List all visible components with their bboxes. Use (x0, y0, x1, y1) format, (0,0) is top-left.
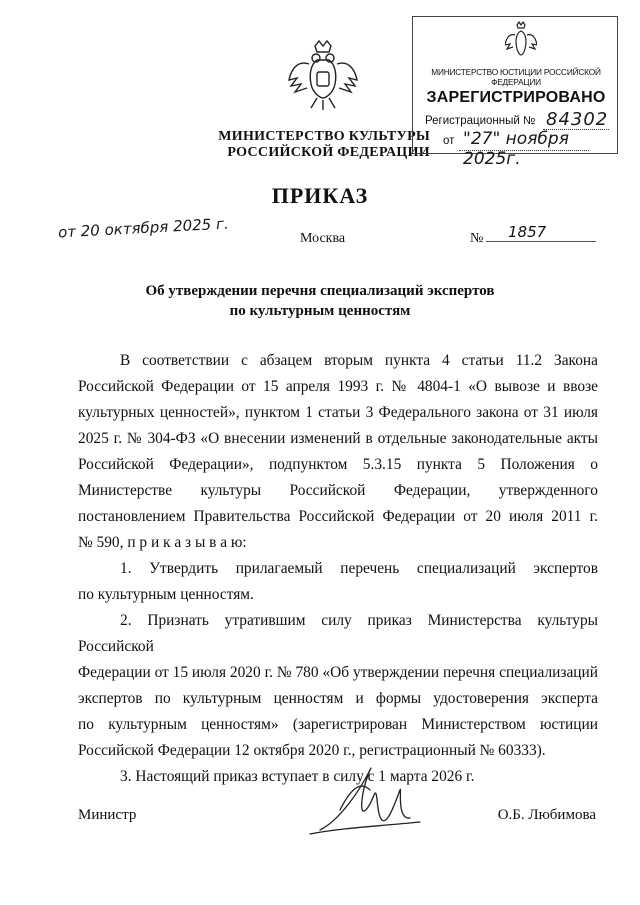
body-line: 1. Утвердить прилагаемый перечень специализаций экспертов (120, 560, 598, 577)
body-line: по культурным ценностям. (78, 586, 254, 603)
order-number-label: № (470, 231, 484, 246)
coat-of-arms-emblem (287, 38, 359, 114)
body-line: Российской Федерации от 15 апреля 1993 г. № 4804-1 «О вывозе и ввозе (78, 378, 598, 395)
body-line: Российской Федерации 12 октября 2020 г., регистрационный № 60333). (78, 742, 546, 759)
order-city: Москва (300, 231, 346, 246)
order-subject (80, 281, 560, 321)
body-line: Федерации от 15 июля 2020 г. № 780 «Об утверждении перечня специализаций (78, 664, 598, 681)
body-line: В соответствии с абзацем вторым пункта 4 статьи 11.2 Закона (120, 352, 598, 369)
stamp-emblem-icon (505, 21, 537, 61)
signer-position: Министр (78, 807, 137, 823)
ministry-line-1: МИНИСТЕРСТВО КУЛЬТУРЫ (218, 129, 430, 144)
signature-icon (300, 760, 430, 860)
body-line: 2025 г. № 304-ФЗ «О внесении изменений в отдельные законодательные акты (78, 430, 598, 447)
body-line: Российской Федерации», подпунктом 5.3.15 пункта 5 Положения о (78, 456, 598, 473)
subject-line-1: Об утверждении перечня специализаций экспертов (145, 283, 495, 299)
stamp-date-value: "27" ноября 2025г. (463, 129, 569, 169)
body-line: культурных ценностей», пунктом 1 статьи 3 Федерального закона от 31 июля (78, 404, 598, 421)
stamp-date-label: от (443, 135, 455, 147)
signer-name: О.Б. Любимова (497, 807, 596, 823)
stamp-number-value: 84302 (546, 109, 609, 130)
body-line: 3. Настоящий приказ вступает в силу с 1 марта 2026 г. (120, 768, 475, 785)
body-line: № 590, п р и к а з ы в а ю: (78, 534, 247, 551)
ministry-line-2: РОССИЙСКОЙ ФЕДЕРАЦИИ (227, 145, 430, 160)
body-line: по культурным ценностям» (зарегистрирован Министерством юстиции (78, 716, 598, 733)
registration-stamp (412, 16, 618, 169)
body-line: 2. Признать утратившим силу приказ Министерства культуры Российской (78, 612, 598, 655)
document-title: ПРИКАЗ (271, 183, 369, 208)
stamp-number-label: Регистрационный № (425, 115, 536, 127)
stamp-agency: МИНИСТЕРСТВО ЮСТИЦИИ РОССИЙСКОЙ ФЕДЕРАЦИИ (431, 67, 601, 87)
order-number-value: 1857 (508, 223, 547, 241)
body-line: постановлением Правительства Российской Федерации от 20 июля 2011 г. (78, 508, 598, 525)
body-line: экспертов по культурным ценностям и формы удостоверения эксперта (78, 690, 598, 707)
order-number-line (486, 241, 596, 242)
subject-line-2: по культурным ценностям (229, 303, 411, 319)
order-body (78, 348, 598, 790)
body-line: Министерстве культуры Российской Федерации, утвержденного (78, 482, 598, 499)
ministry-name (200, 129, 430, 161)
stamp-status: ЗАРЕГИСТРИРОВАНО (426, 89, 606, 106)
order-date: от 20 октября 2025 г. (57, 214, 230, 242)
